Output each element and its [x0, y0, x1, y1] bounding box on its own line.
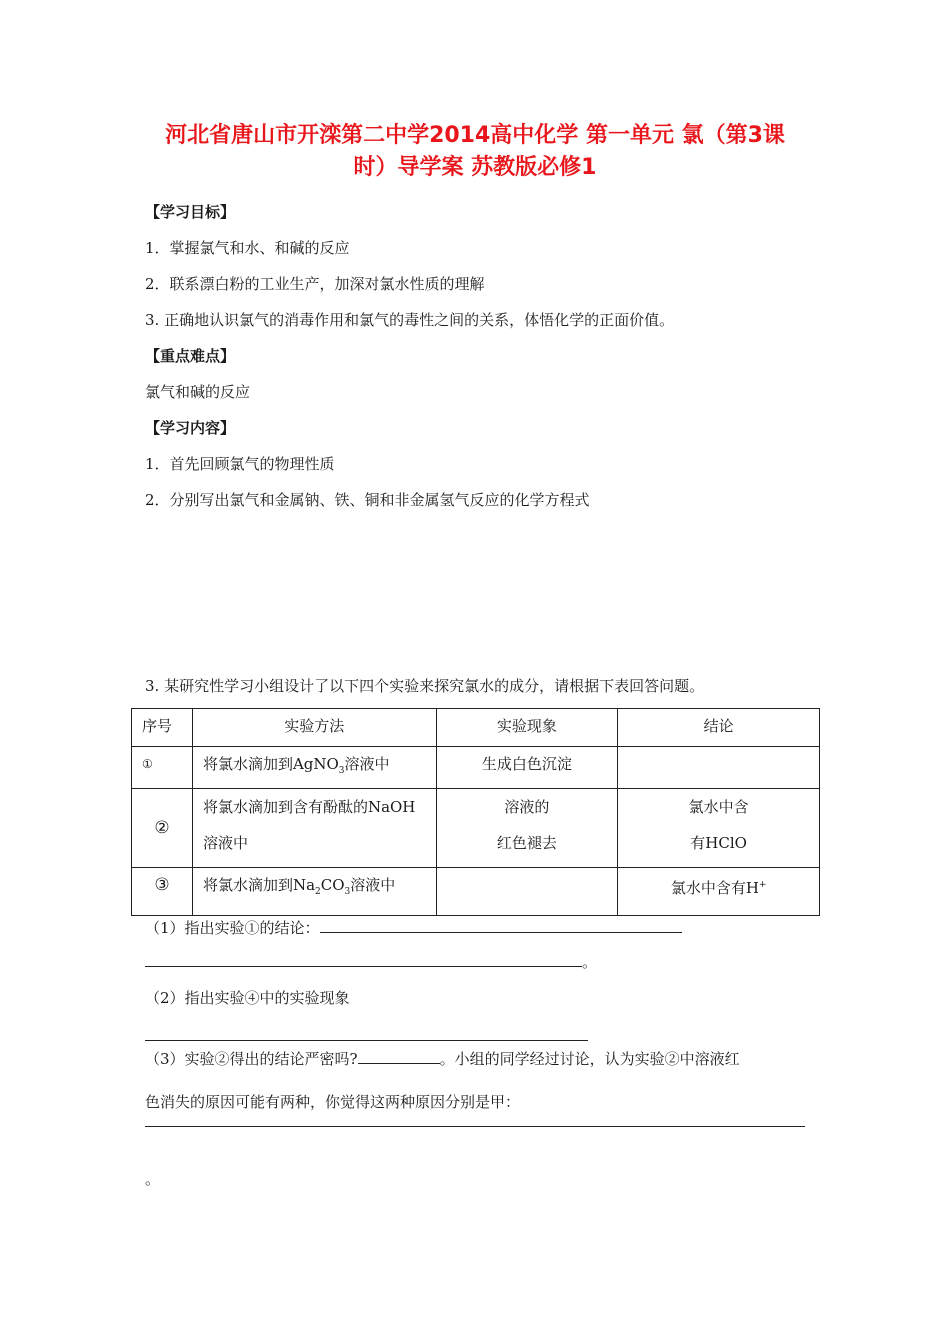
answer-blank-q1-line2[interactable]: [145, 950, 582, 967]
table-row: [132, 789, 820, 868]
row2-conclusion-line1: 氯水中含: [688, 798, 749, 816]
objective-item-1: 1．掌握氯气和水、和碱的反应: [145, 239, 350, 257]
content-heading: 【学习内容】: [145, 419, 236, 437]
row3-method-text: 将氯水滴加到Na: [202, 876, 316, 894]
row1-conclusion: [618, 747, 820, 789]
row1-phenomenon: 生成白色沉淀: [436, 747, 618, 789]
header-conclusion: 结论: [618, 709, 820, 747]
row1-method-text: 将氯水滴加到AgNO: [202, 755, 339, 773]
row3-method-mid: CO: [320, 876, 345, 894]
question-3-intro: 3. 某研究性学习小组设计了以下四个实验来探究氯水的成分，请根据下表回答问题。: [145, 677, 705, 695]
row2-phenomenon: [436, 789, 618, 868]
title-line-1: 河北省唐山市开滦第二中学2014高中化学 第一单元 氯（第3课: [165, 123, 785, 148]
header-number: 序号: [132, 709, 193, 747]
row2-phenomenon-line1: 溶液的: [504, 798, 550, 816]
header-method: 实验方法: [192, 709, 436, 747]
experiment-table: [131, 708, 820, 916]
objective-item-3: 3. 正确地认识氯气的消毒作用和氯气的毒性之间的关系，体悟化学的正面价值。: [145, 311, 675, 329]
row1-method-tail: 溶液中: [344, 755, 390, 773]
question-3: [145, 1047, 740, 1070]
row3-conclusion: [618, 868, 820, 916]
key-points-heading: 【重点难点】: [145, 347, 236, 365]
row3-number: ③: [132, 868, 193, 916]
row3-phenomenon: [436, 868, 618, 916]
row2-number: ②: [132, 789, 193, 868]
row3-method: [192, 868, 436, 916]
key-points-text: 氯气和碱的反应: [145, 383, 251, 401]
question-2: （2）指出实验④中的实验现象: [145, 989, 350, 1007]
row2-method-line1: 将氯水滴加到含有酚酞的NaOH: [202, 798, 416, 816]
row3-method-sub2: 3: [344, 887, 351, 897]
table-row: [132, 868, 820, 916]
end-mark: 。: [145, 1170, 161, 1188]
row3-method-sub: 2: [315, 887, 321, 897]
question-3-line2: 色消失的原因可能有两种，你觉得这两种原因分别是甲：: [145, 1093, 521, 1111]
answer-blank-q3[interactable]: [358, 1047, 440, 1064]
row2-method-line2: 溶液中: [202, 834, 248, 852]
question-1: [145, 916, 682, 939]
row1-number: ①: [132, 747, 193, 789]
row2-method: [192, 789, 436, 868]
table-header-row: [132, 709, 820, 747]
question-3-text: （3）实验②得出的结论严密吗?: [145, 1050, 358, 1068]
table-row: [132, 747, 820, 789]
question-3-tail: 。小组的同学经过讨论，认为实验②中溶液红: [439, 1050, 740, 1068]
row2-conclusion: [618, 789, 820, 868]
row3-method-tail: 溶液中: [350, 876, 396, 894]
header-phenomenon: 实验现象: [436, 709, 618, 747]
content-item-1: 1．首先回顾氯气的物理性质: [145, 455, 335, 473]
row3-conclusion-text: 氯水中含有H: [670, 879, 759, 897]
answer-blank-q3-line2[interactable]: [145, 1126, 805, 1127]
row1-method: [192, 747, 436, 789]
row2-phenomenon-line2: 红色褪去: [496, 834, 557, 852]
document-title: [120, 120, 830, 184]
answer-blank-q1[interactable]: [320, 916, 682, 933]
row3-conclusion-sup: +: [758, 880, 767, 890]
row1-method-sub: 3: [338, 766, 345, 776]
question-1-end: 。: [582, 953, 598, 971]
content-item-2: 2．分别写出氯气和金属钠、铁、铜和非金属氢气反应的化学方程式: [145, 491, 590, 509]
objectives-heading: 【学习目标】: [145, 203, 236, 221]
answer-blank-q2[interactable]: [145, 1040, 588, 1041]
row2-conclusion-line2: 有HClO: [690, 834, 747, 852]
title-line-2: 时）导学案 苏教版必修1: [353, 155, 597, 180]
question-1-continued: [145, 950, 597, 973]
question-1-text: （1）指出实验①的结论：: [145, 919, 320, 937]
objective-item-2: 2．联系漂白粉的工业生产，加深对氯水性质的理解: [145, 275, 485, 293]
